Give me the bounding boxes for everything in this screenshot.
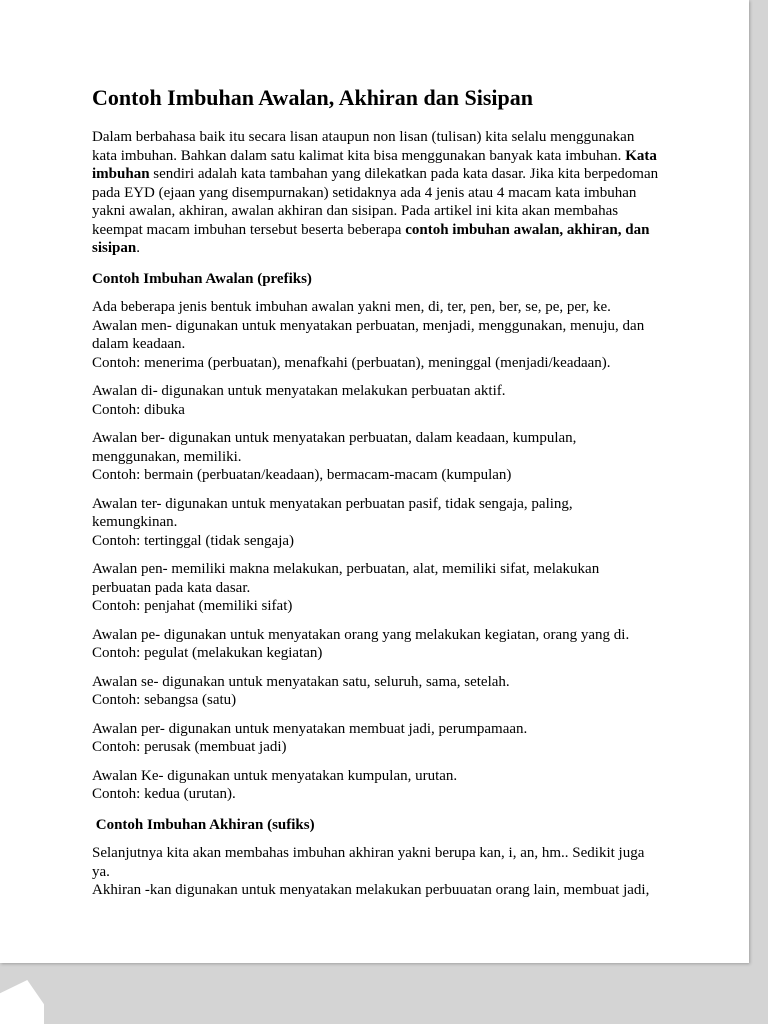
paragraph-block xyxy=(92,382,659,419)
text-line: Contoh: sebangsa (satu) xyxy=(92,692,237,708)
section-heading-sufiks: Contoh Imbuhan Akhiran (sufiks) xyxy=(92,816,315,833)
intro-run-1: Dalam berbahasa baik itu secara lisan ataupun non lisan (tulisan) kita selalu menggunakan kata imbuhan. Bahkan dalam satu kalimat kita bisa menggunakan banyak kata imbuhan. xyxy=(92,129,639,164)
text-line: Ada beberapa jenis bentuk imbuhan awalan yakni men, di, ter, pen, ber, se, pe, per, ke. xyxy=(92,299,611,315)
paragraph-block xyxy=(92,673,659,710)
intro-run-2: sendiri adalah kata tambahan yang dilekatkan pada kata dasar. Jika kita berpedoman pada EYD (ejaan yang disempurnakan) setidaknya ada 4 jenis atau 4 macam kata imbuhan yakni awalan, akhiran, awalan akhiran dan sisipan. Pada artikel ini kita akan membahas keempat macam imbuhan tersebut beserta beberapa xyxy=(92,166,662,238)
text-line: Contoh: tertinggal (tidak sengaja) xyxy=(92,532,295,549)
section-heading-prefiks: Contoh Imbuhan Awalan (prefiks) xyxy=(92,270,312,287)
text-line: Contoh: pegulat (melakukan kegiatan) xyxy=(92,645,323,661)
text-line: Awalan pe- digunakan untuk menyatakan orang yang melakukan kegiatan, orang yang di. xyxy=(92,626,630,643)
text-line: Contoh: bermain (perbuatan/keadaan), bermacam-macam (kumpulan) xyxy=(92,467,512,483)
text-line: Awalan per- digunakan untuk menyatakan membuat jadi, perumpamaan. xyxy=(92,720,528,737)
text-line: Contoh: perusak (membuat jadi) xyxy=(92,739,287,755)
paragraph-block xyxy=(92,844,659,900)
paragraph-block xyxy=(92,495,659,551)
next-page-corner xyxy=(0,980,44,1024)
text-line: Awalan di- digunakan untuk menyatakan melakukan perbuatan aktif. xyxy=(92,383,506,399)
paragraph-block xyxy=(92,560,659,616)
paragraph-block xyxy=(92,626,659,663)
text-line: Selanjutnya kita akan membahas imbuhan akhiran yakni berupa kan, i, an, hm.. Sedikit juga ya. xyxy=(92,845,649,880)
intro-bold-2: contoh imbuhan awalan, akhiran, dan sisipan xyxy=(92,221,654,256)
document-title: Contoh Imbuhan Awalan, Akhiran dan Sisipan xyxy=(92,85,534,110)
text-line: Contoh: kedua (urutan). xyxy=(92,786,236,802)
paragraph-block xyxy=(92,298,659,372)
text-line: Awalan ter- digunakan untuk menyatakan perbuatan pasif, tidak sengaja, paling, kemungkinan. xyxy=(92,495,577,530)
paragraph-block xyxy=(92,720,659,757)
text-line: Contoh: penjahat (memiliki sifat) xyxy=(92,598,293,614)
text-line: Contoh: menerima (perbuatan), menafkahi (perbuatan), meninggal (menjadi/keadaan). xyxy=(92,354,611,371)
text-line: Awalan men- digunakan untuk menyatakan perbuatan, menjadi, menggunakan, menuju, dan dalam keadaan. xyxy=(92,317,648,352)
intro-paragraph xyxy=(92,128,662,258)
text-line: Awalan ber- digunakan untuk menyatakan perbuatan, dalam keadaan, kumpulan, menggunakan, memiliki. xyxy=(92,430,581,465)
text-line: Contoh: dibuka xyxy=(92,401,185,418)
text-line: Awalan pen- memiliki makna melakukan, perbuatan, alat, memiliki sifat, melakukan perbuatan pada kata dasar. xyxy=(92,561,603,596)
text-line: Awalan Ke- digunakan untuk menyatakan kumpulan, urutan. xyxy=(92,767,458,784)
text-line: Akhiran -kan digunakan untuk menyatakan melakukan perbuuatan orang lain, membuat jadi, xyxy=(92,882,650,898)
paragraph-block xyxy=(92,767,659,804)
intro-run-3: . xyxy=(136,240,140,256)
text-line: Awalan se- digunakan untuk menyatakan satu, seluruh, sama, setelah. xyxy=(92,673,510,690)
paragraph-block xyxy=(92,429,659,485)
intro-bold-1: Kata imbuhan xyxy=(92,147,661,182)
